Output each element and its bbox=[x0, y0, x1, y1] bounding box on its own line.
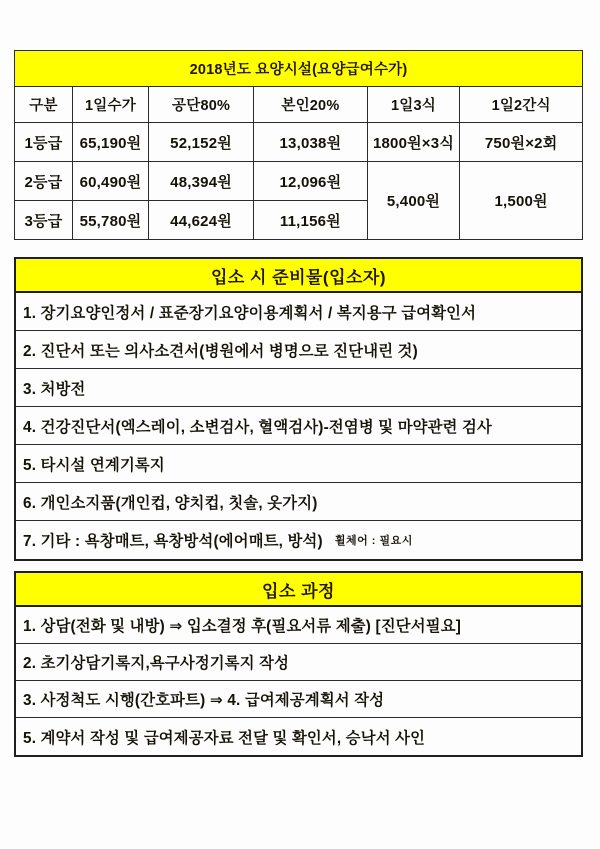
meals-cell: 1800원×3식 bbox=[367, 123, 460, 162]
merged-snacks-cell: 1,500원 bbox=[460, 162, 583, 240]
process-step-4: 5. 계약서 작성 및 급여제공자료 전달 및 확인서, 승낙서 사인 bbox=[23, 729, 426, 747]
preparation-item-6: 6. 개인소지품(개인컵, 양치컵, 칫솔, 옷가지) bbox=[16, 483, 581, 521]
snacks-cell: 750원×2회 bbox=[460, 123, 583, 162]
grade-cell: 2등급 bbox=[15, 162, 73, 201]
corp-cell: 52,152원 bbox=[149, 123, 254, 162]
preparation-item-4: 4. 건강진단서(엑스레이, 소변검사, 혈액검사)-전염병 및 마약관련 검사 bbox=[16, 407, 581, 445]
merged-meals-cell: 5,400원 bbox=[367, 162, 460, 240]
process-step-1: 1. 상담(전화 및 내방) ⇒ 입소결정 후(필요서류 제출) [진단서필요] bbox=[16, 607, 581, 644]
daily-cell: 55,780원 bbox=[72, 201, 148, 240]
fee-column-header-row bbox=[15, 87, 583, 123]
preparation-item-2: 2. 진단서 또는 의사소견서(병원에서 병명으로 진단내린 것) bbox=[16, 331, 581, 369]
fee-row-grade2 bbox=[15, 162, 583, 201]
process-step-2: 2. 초기상담기록지,욕구사정기록지 작성 bbox=[16, 644, 581, 681]
fee-table-title: 2018년도 요양시설(요양급여수가) bbox=[15, 51, 583, 87]
preparation-item-3: 3. 처방전 bbox=[16, 369, 581, 407]
grade-cell: 1등급 bbox=[15, 123, 73, 162]
process-step-3: 3. 사정척도 시행(간호파트) ⇒ 4. 급여제공계획서 작성 bbox=[16, 681, 581, 718]
column-header-meals: 1일3식 bbox=[367, 87, 460, 123]
self-cell: 12,096원 bbox=[254, 162, 368, 201]
wheelchair-note: 휠체어 : 필요시 bbox=[334, 535, 413, 547]
daily-cell: 65,190원 bbox=[72, 123, 148, 162]
fee-row-grade1 bbox=[15, 123, 583, 162]
fee-schedule-section bbox=[14, 50, 583, 240]
corp-cell: 44,624원 bbox=[149, 201, 254, 240]
preparation-item-7-text: 7. 기타 : 욕창매트, 욕창방석(에어매트, 방석) bbox=[23, 533, 323, 550]
preparation-item-7 bbox=[16, 521, 581, 559]
column-header-grade: 구분 bbox=[15, 87, 73, 123]
fee-table bbox=[14, 50, 583, 240]
daily-cell: 60,490원 bbox=[72, 162, 148, 201]
process-section bbox=[14, 571, 583, 757]
column-header-corp: 공단80% bbox=[149, 87, 254, 123]
column-header-snacks: 1일2간식 bbox=[460, 87, 583, 123]
preparation-item-5: 5. 타시설 연계기록지 bbox=[16, 445, 581, 483]
column-header-self: 본인20% bbox=[254, 87, 368, 123]
preparation-section-title: 입소 시 준비물(입소자) bbox=[16, 259, 581, 293]
self-cell: 13,038원 bbox=[254, 123, 368, 162]
preparation-item-1: 1. 장기요양인정서 / 표준장기요양이용계획서 / 복지용구 급여확인서 bbox=[16, 293, 581, 331]
grade-cell: 3등급 bbox=[15, 201, 73, 240]
process-section-title: 입소 과정 bbox=[16, 573, 581, 607]
preparation-section bbox=[14, 257, 583, 561]
column-header-daily: 1일수가 bbox=[72, 87, 148, 123]
corp-cell: 48,394원 bbox=[149, 162, 254, 201]
fee-title-row bbox=[15, 51, 583, 87]
self-cell: 11,156원 bbox=[254, 201, 368, 240]
